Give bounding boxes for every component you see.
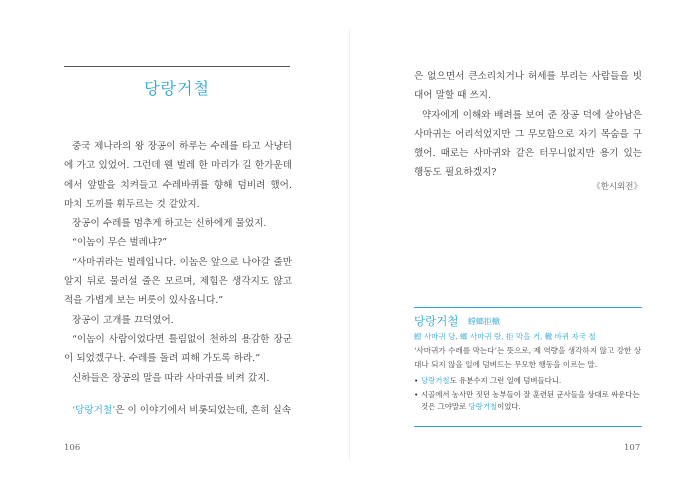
page-number-right: 107: [624, 443, 641, 453]
idiom-box-title: 당랑거철: [414, 314, 459, 328]
bullet: •: [414, 376, 419, 385]
page-number-left: 106: [64, 443, 81, 453]
paragraph: 신하들은 장공의 말을 따라 사마귀를 비켜 갔지.: [72, 372, 270, 384]
idiom-description: ‘사마귀가 수레를 막는다’는 뜻으로, 제 역량을 생각하지 않고 강한 상대나 되지 않을 일에 덤벼드는 무모한 행동을 이르는 말.: [414, 346, 642, 369]
paragraph: 장공이 고개를 끄덕였어.: [72, 314, 174, 326]
paragraph: 약자에게 이해와 배려를 보여 준 장공 덕에 살아남은 사마귀는 어리석었지만 그 무모함으로 자기 목숨을 구했어. 때로는 사마귀와 같은 터무니없지만 용기 있는 행동도 필요하겠지?: [414, 109, 642, 179]
paragraph: “사마귀라는 벌레입니다. 이놈은 앞으로 나아갈 줄만 알지 뒤로 물러설 줄은 모르며, 제힘은 생각지도 않고 적을 가볍게 보는 버릇이 있사옵니다.”: [64, 256, 292, 307]
story-continuation: [414, 67, 642, 183]
idiom-highlight: 당랑거철: [468, 402, 498, 411]
paragraph: 중국 제나라의 왕 장공이 하루는 수레를 타고 사냥터에 가고 있었어. 그런데 웬 벌레 한 마리가 길 한가운데에서 앞발을 치켜들고 수레바퀴를 향해 덤비려 했어. 마치 도끼를 휘두르는 것 같았지.: [64, 141, 292, 210]
box-top-rule: [414, 307, 642, 308]
source-citation: 《한시외전》: [592, 182, 642, 192]
paragraph: 은 없으면서 큰소리치거나 허세를 부리는 사람들을 빗대어 말할 때 쓰지.: [414, 71, 642, 102]
chapter-title: 당랑거철: [144, 79, 210, 98]
paragraph: 장공이 수레를 멈추게 하고는 신하에게 물었지.: [72, 218, 267, 230]
paragraph: “이놈이 사람이었다면 틀림없이 천하의 용감한 장군이 되었겠구나. 수레를 돌려 피해 가도록 하라.”: [64, 333, 292, 365]
example-after: 도 유분수지 그런 일에 덤벼들다니.: [449, 376, 562, 385]
origin-line: [64, 402, 292, 420]
bullet: •: [414, 389, 419, 399]
title-rule: [64, 66, 290, 67]
story-text: [64, 137, 292, 388]
idiom-character-meanings: 螳 사마귀 당, 螂 사마귀 랑, 拒 막을 거, 轍 바퀴 자국 철: [414, 332, 596, 341]
idiom-hanja: 螳螂拒轍: [468, 317, 500, 326]
idiom-highlight: ‘당랑거철’: [72, 405, 116, 416]
origin-text: 은 이 이야기에서 비롯되었는데, 흔히 실속: [115, 405, 292, 416]
example-item: [414, 375, 644, 388]
example-before: 시골에서 농사만 짓던 농부들이 잘 훈련된 군사들을 상대로 싸운다는 것은 그야말로: [421, 389, 640, 411]
idiom-highlight: 당랑거철: [421, 376, 450, 385]
example-item: [414, 389, 644, 414]
paragraph: “이놈이 무슨 벌레냐?”: [72, 237, 168, 249]
idiom-examples: [414, 375, 644, 415]
box-bottom-rule: [414, 426, 642, 427]
example-after: 이었다.: [497, 402, 521, 411]
